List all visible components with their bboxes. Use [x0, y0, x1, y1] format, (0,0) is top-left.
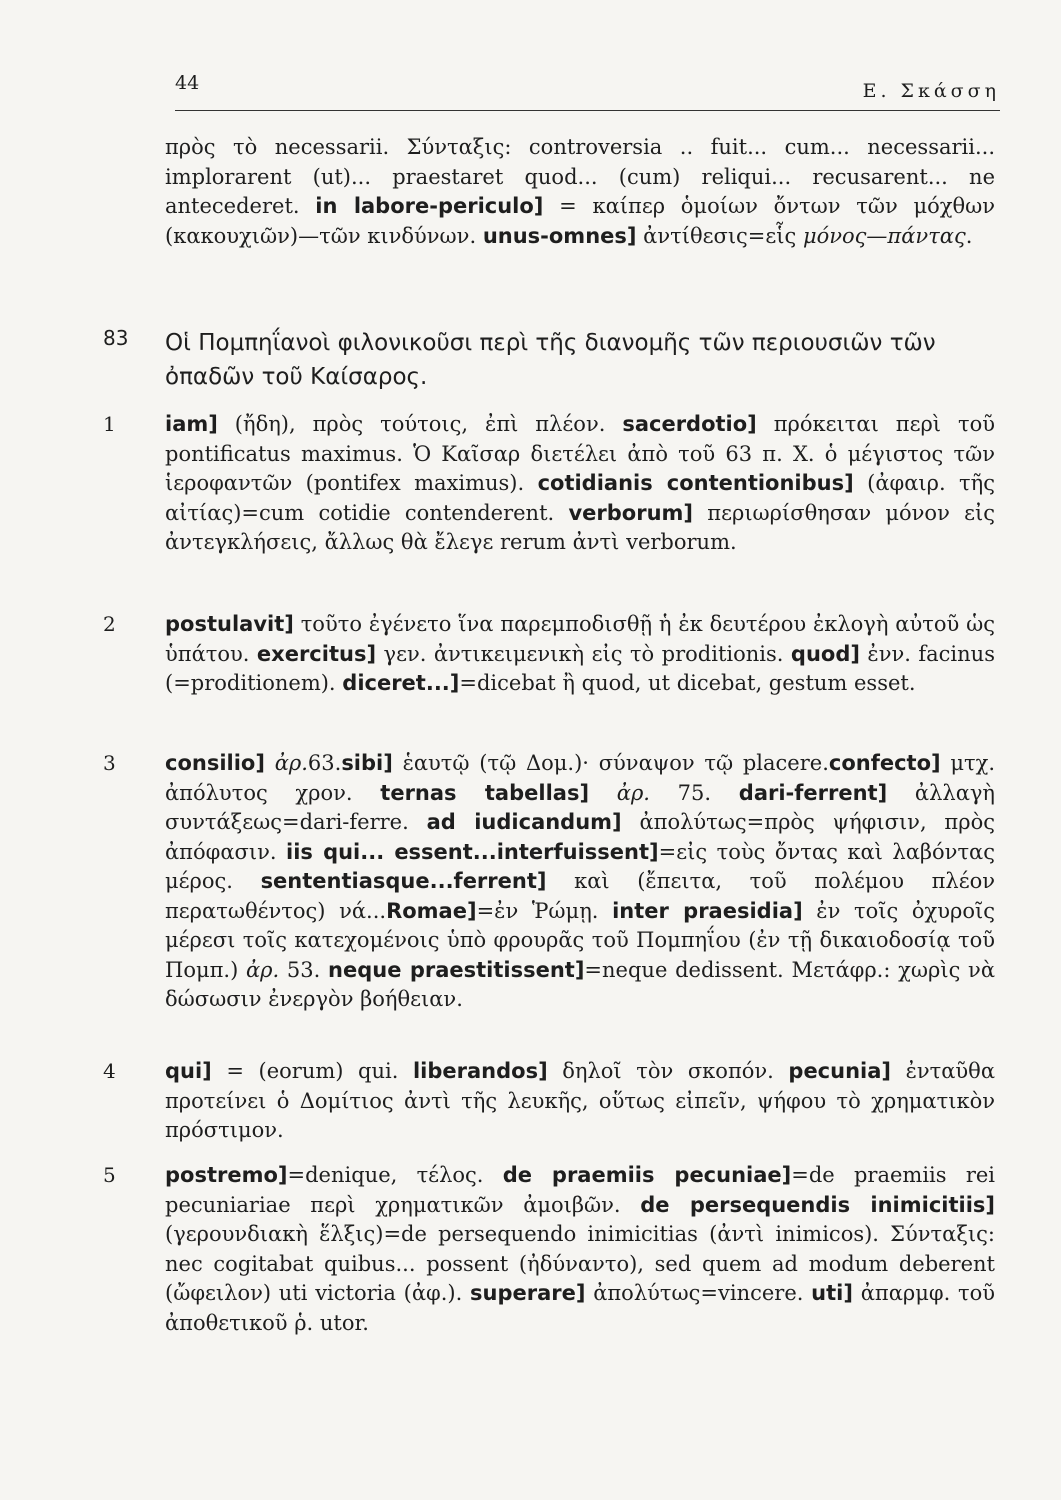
- gloss-text: .: [965, 223, 973, 248]
- gloss-text: [265, 751, 275, 775]
- lemma: quod]: [790, 641, 860, 666]
- italic-text: ἀρ.: [616, 780, 650, 805]
- commentary-paragraph: [165, 1057, 995, 1146]
- lemma: sententiasque...ferrent]: [260, 869, 547, 893]
- lemma: iis qui... essent...interfuissent]: [286, 839, 659, 864]
- gloss-text: =εἰς τοὺς ὄντας καὶ λαβόντας μέρος.: [165, 839, 995, 893]
- lemma: iam]: [165, 412, 218, 436]
- gloss-text: μτχ. ἀπόλυτος χρον.: [165, 751, 996, 805]
- lemma: Romae]: [386, 898, 477, 923]
- lemma: ad iudicandum]: [426, 810, 622, 834]
- commentary-paragraph: [165, 749, 995, 1015]
- section-title: Οἱ Πομπηΐανοὶ φιλονικοῦσι περὶ τῆς διανομῆς τῶν περιουσιῶν τῶν ὀπαδῶν τοῦ Καίσαρος.: [165, 330, 936, 390]
- lemma: unus-omnes]: [482, 223, 637, 248]
- lemma: cotidianis contentionibus]: [537, 471, 854, 495]
- commentary-paragraph: [165, 410, 995, 558]
- gloss-text: (γερουνδιακὴ ἕλξις)=de persequendo inimicitias (ἀντὶ inimicos). Σύνταξις: nec cogitabat quibus... possent (ἠδύναντο), sed quem ad modum deberent (ὤφειλον) uti victoria (ἀφ.).: [165, 1222, 995, 1305]
- lemma: de persequendis inimicitiis]: [640, 1192, 996, 1217]
- gloss-text: ἑαυτῷ (τῷ Δομ.)· σύναψον τῷ placere.: [392, 751, 829, 775]
- lemma: diceret...]: [342, 671, 460, 695]
- lemma: qui]: [165, 1059, 212, 1083]
- gloss-text: ἀπολύτως=vincere.: [585, 1281, 812, 1305]
- gloss-text: =denique, τέλος.: [287, 1163, 503, 1187]
- gloss-text: πρὸς τὸ necessarii. Σύνταξις: controversia .. fuit... cum... necessarii... implorarent (ut)... praestaret quod... (cum) reliqui... recusarent... ne antecederet.: [165, 135, 995, 218]
- lemma: postulavit]: [165, 612, 294, 636]
- gloss-text: =ἐν Ῥώμῃ.: [476, 898, 613, 923]
- lemma: liberandos]: [412, 1059, 548, 1083]
- intro-paragraph: [165, 133, 995, 251]
- lemma: confecto]: [828, 751, 941, 775]
- commentary-paragraph: [165, 610, 995, 699]
- gloss-text: δηλοῖ τὸν σκοπόν.: [547, 1059, 789, 1083]
- italic-text: ἀρ.: [274, 751, 308, 775]
- lemma: consilio]: [165, 751, 265, 775]
- gloss-text: ἐνταῦθα προτείνει ὁ Δομίτιος ἀντὶ τῆς λευκῆς, οὕτως εἰπεῖν, ψήφου τὸ χρηματικὸν πρόστιμον.: [165, 1059, 995, 1142]
- commentary-paragraph: [165, 1161, 995, 1338]
- paragraph-number: 5: [103, 1163, 116, 1187]
- running-head: Ε. Σκάσση: [862, 80, 1000, 102]
- paragraph-number: 2: [103, 612, 116, 636]
- gloss-text: καὶ (ἔπειτα, τοῦ πολέμου πλέον περατωθέντος) νά...: [165, 869, 995, 923]
- gloss-text: τοῦτο ἐγένετο ἵνα παρεμποδισθῇ ἡ ἐκ δευτέρου ἐκλογὴ αὐτοῦ ὡς ὑπάτου.: [165, 612, 995, 666]
- lemma: neque praestitissent]: [328, 957, 585, 982]
- lemma: sacerdotio]: [622, 412, 757, 436]
- gloss-text: =de praemiis rei pecuniariae περὶ χρηματικῶν ἀμοιβῶν.: [165, 1163, 995, 1217]
- italic-text: ἀρ.: [246, 957, 280, 982]
- lemma: uti]: [811, 1281, 853, 1305]
- gloss-text: γεν. ἀντικειμενικὴ εἰς τὸ proditionis.: [376, 641, 791, 666]
- lemma: exercitus]: [256, 641, 377, 666]
- header-rule: [175, 110, 1000, 111]
- gloss-text: ἀπολύτως=πρὸς ψήφισιν, πρὸς ἀπόφασιν.: [165, 810, 995, 864]
- gloss-text: =neque dedissent. Μετάφρ.: χωρὶς νὰ δώσωσιν ἐνεργὸν βοήθειαν.: [165, 957, 995, 1011]
- lemma: postremo]: [165, 1163, 288, 1187]
- lemma: in labore-periculo]: [315, 194, 544, 218]
- paragraph-number: 4: [103, 1059, 116, 1083]
- paragraph-number: 1: [103, 412, 116, 436]
- gloss-text: ἀπαρμφ. τοῦ ἀποθετικοῦ ῥ. utor.: [165, 1281, 996, 1335]
- gloss-text: ἐνν. facinus (=proditionem).: [165, 641, 995, 695]
- gloss-text: [589, 781, 617, 805]
- gloss-text: περιωρίσθησαν μόνον εἰς ἀντεγκλήσεις, ἄλλως θὰ ἔλεγε rerum ἀντὶ verborum.: [165, 500, 995, 554]
- gloss-text: πρόκειται περὶ τοῦ pontificatus maximus. Ὁ Καῖσαρ διετέλει ἀπὸ τοῦ 63 π. Χ. ὁ μέγιστος τῶν ἱεροφαντῶν (pontifex maximus).: [165, 412, 996, 495]
- lemma: superare]: [470, 1281, 586, 1305]
- gloss-text: ἐν τοῖς ὀχυροῖς μέρεσι τοῖς κατεχομένοις ὑπὸ φρουρᾶς τοῦ Πομπηΐου (ἐν τῇ δικαιοδοσίᾳ τοῦ Πομπ.): [165, 898, 995, 982]
- lemma: pecunia]: [788, 1059, 891, 1083]
- gloss-text: (ἀφαιρ. τῆς αἰτίας)=cum cotidie contenderent.: [165, 471, 996, 525]
- lemma: ternas tabellas]: [380, 780, 590, 805]
- gloss-text: 63.: [307, 751, 342, 775]
- gloss-text: =dicebat ἢ quod, ut dicebat, gestum esset.: [459, 671, 916, 695]
- gloss-text: 75.: [649, 780, 739, 805]
- gloss-text: (ἤδη), πρὸς τούτοις, ἐπὶ πλέον.: [217, 412, 623, 436]
- lemma: inter praesidia]: [612, 898, 803, 923]
- gloss-text: ἀλλαγὴ συντάξεως=dari-ferre.: [165, 780, 996, 834]
- gloss-text: = καίπερ ὁμοίων ὄντων τῶν μόχθων (κακουχιῶν)—τῶν κινδύνων.: [165, 194, 996, 248]
- lemma: dari-ferrent]: [738, 780, 888, 805]
- page-header: [175, 70, 1000, 118]
- lemma: verborum]: [568, 500, 694, 525]
- lemma: de praemiis pecuniae]: [502, 1163, 792, 1187]
- gloss-text: ἀντίθεσις=εἷς: [636, 223, 803, 248]
- page-number: 44: [175, 72, 200, 94]
- gloss-text: 53.: [279, 957, 329, 982]
- italic-text: μόνος—πάντας: [802, 223, 966, 248]
- lemma: sibi]: [341, 751, 393, 775]
- gloss-text: = (eorum) qui.: [211, 1059, 413, 1083]
- paragraph-number: 3: [103, 751, 116, 775]
- section-number: 83: [103, 326, 129, 350]
